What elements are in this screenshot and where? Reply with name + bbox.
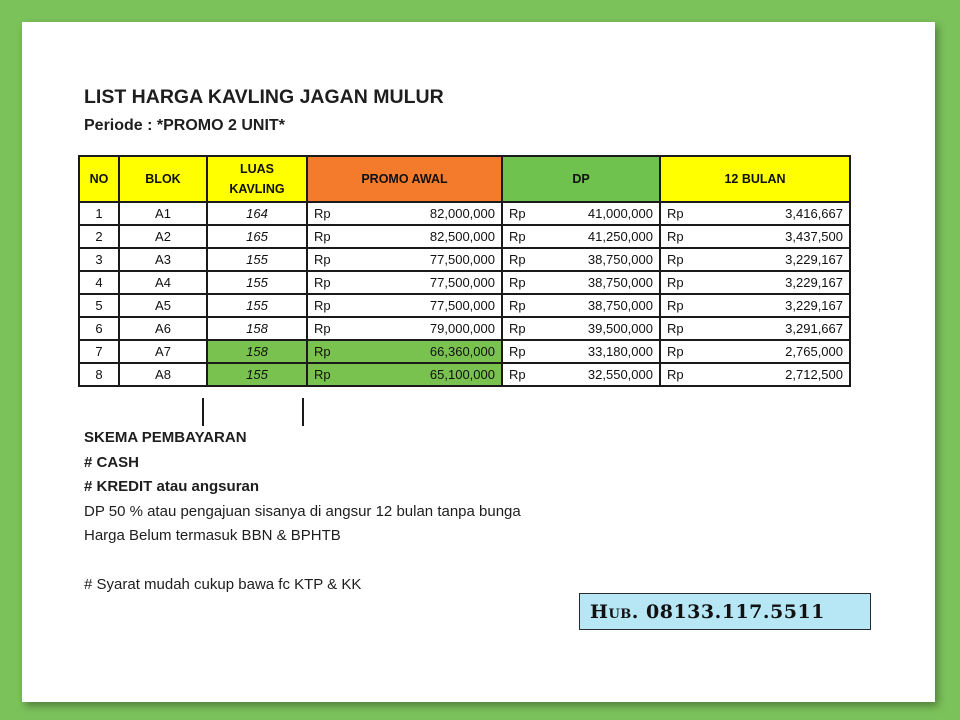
cell-blok: A8 <box>119 363 207 386</box>
header-dp: DP <box>502 156 660 202</box>
currency-label: Rp <box>667 344 684 359</box>
cell-luas: 165 <box>207 225 307 248</box>
currency-label: Rp <box>667 367 684 382</box>
currency-label: Rp <box>509 344 526 359</box>
cell-no: 7 <box>79 340 119 363</box>
cell-12-bulan <box>660 317 850 340</box>
cash-option: # CASH <box>84 453 140 471</box>
header-luas-line2: KAVLING <box>229 182 285 196</box>
installment-value: 3,437,500 <box>785 229 843 244</box>
header-no: NO <box>79 156 119 202</box>
currency-label: Rp <box>314 275 331 290</box>
cell-dp <box>502 294 660 317</box>
currency-label: Rp <box>314 367 331 382</box>
dp-value: 38,750,000 <box>587 252 653 267</box>
cell-blok: A2 <box>119 225 207 248</box>
price-exclusion-note: Harga Belum termasuk BBN & BPHTB <box>84 527 341 544</box>
cell-dp <box>502 340 660 363</box>
table-row <box>79 248 850 271</box>
period-label: Periode : *PROMO 2 UNIT* <box>84 117 285 134</box>
dp-value: 41,250,000 <box>587 229 653 244</box>
currency-label: Rp <box>667 206 684 221</box>
currency-label: Rp <box>667 252 684 267</box>
table-row <box>79 271 850 294</box>
cell-luas: 155 <box>207 363 307 386</box>
currency-label: Rp <box>314 321 331 336</box>
cell-promo-awal <box>307 248 502 271</box>
promo-value: 82,500,000 <box>429 229 495 244</box>
cell-blok: A4 <box>119 271 207 294</box>
table-line-extension <box>202 398 204 426</box>
cell-blok: A6 <box>119 317 207 340</box>
cell-12-bulan <box>660 271 850 294</box>
cell-12-bulan <box>660 225 850 248</box>
promo-value: 77,500,000 <box>429 252 495 267</box>
table-row <box>79 317 850 340</box>
header-luas-kavling <box>207 156 307 202</box>
cell-12-bulan <box>660 248 850 271</box>
cell-promo-awal <box>307 271 502 294</box>
installment-value: 3,291,667 <box>785 321 843 336</box>
currency-label: Rp <box>314 206 331 221</box>
payment-notes <box>84 426 521 597</box>
cell-dp <box>502 363 660 386</box>
dp-value: 39,500,000 <box>587 321 653 336</box>
installment-value: 3,229,167 <box>785 298 843 313</box>
cell-promo-awal <box>307 202 502 225</box>
dp-value: 41,000,000 <box>587 206 653 221</box>
currency-label: Rp <box>667 298 684 313</box>
table-row <box>79 363 850 386</box>
cell-promo-awal <box>307 294 502 317</box>
currency-label: Rp <box>667 275 684 290</box>
cell-luas: 155 <box>207 294 307 317</box>
contact-phone-box: Hub. 08133.117.5511 <box>579 593 871 630</box>
promo-value: 66,360,000 <box>429 344 495 359</box>
installment-value: 3,229,167 <box>785 275 843 290</box>
spacer <box>84 549 521 573</box>
dp-value: 38,750,000 <box>587 275 653 290</box>
currency-label: Rp <box>667 229 684 244</box>
currency-label: Rp <box>509 275 526 290</box>
installment-value: 2,765,000 <box>785 344 843 359</box>
price-table <box>78 155 851 387</box>
cell-dp <box>502 271 660 294</box>
cell-promo-awal <box>307 225 502 248</box>
cell-luas: 158 <box>207 317 307 340</box>
table-header-row <box>79 156 850 202</box>
currency-label: Rp <box>667 321 684 336</box>
cell-dp <box>502 248 660 271</box>
cell-12-bulan <box>660 363 850 386</box>
currency-label: Rp <box>509 298 526 313</box>
promo-value: 77,500,000 <box>429 298 495 313</box>
currency-label: Rp <box>509 367 526 382</box>
cell-no: 1 <box>79 202 119 225</box>
cell-blok: A1 <box>119 202 207 225</box>
installment-value: 3,229,167 <box>785 252 843 267</box>
promo-value: 82,000,000 <box>429 206 495 221</box>
cell-promo-awal <box>307 340 502 363</box>
cell-promo-awal <box>307 363 502 386</box>
cell-dp <box>502 225 660 248</box>
table-row <box>79 340 850 363</box>
dp-value: 33,180,000 <box>587 344 653 359</box>
cell-12-bulan <box>660 202 850 225</box>
dp-terms: DP 50 % atau pengajuan sisanya di angsur 12 bulan tanpa bunga <box>84 502 521 520</box>
cell-luas: 164 <box>207 202 307 225</box>
currency-label: Rp <box>509 321 526 336</box>
requirements-note: # Syarat mudah cukup bawa fc KTP & KK <box>84 575 362 593</box>
dp-value: 38,750,000 <box>587 298 653 313</box>
credit-option: # KREDIT atau angsuran <box>84 478 260 495</box>
page-title: LIST HARGA KAVLING JAGAN MULUR <box>84 86 444 108</box>
cell-luas: 155 <box>207 248 307 271</box>
table-row <box>79 202 850 225</box>
installment-value: 3,416,667 <box>785 206 843 221</box>
promo-value: 65,100,000 <box>429 367 495 382</box>
currency-label: Rp <box>314 344 331 359</box>
cell-promo-awal <box>307 317 502 340</box>
header-promo-awal: PROMO AWAL <box>307 156 502 202</box>
cell-no: 2 <box>79 225 119 248</box>
table-row <box>79 294 850 317</box>
cell-no: 8 <box>79 363 119 386</box>
dp-value: 32,550,000 <box>587 367 653 382</box>
currency-label: Rp <box>509 252 526 267</box>
cell-luas: 158 <box>207 340 307 363</box>
cell-no: 6 <box>79 317 119 340</box>
cell-no: 3 <box>79 248 119 271</box>
currency-label: Rp <box>509 206 526 221</box>
cell-blok: A7 <box>119 340 207 363</box>
header-blok: BLOK <box>119 156 207 202</box>
cell-12-bulan <box>660 340 850 363</box>
cell-no: 4 <box>79 271 119 294</box>
table-body <box>79 202 850 386</box>
cell-blok: A5 <box>119 294 207 317</box>
cell-dp <box>502 317 660 340</box>
promo-value: 77,500,000 <box>429 275 495 290</box>
header-12-bulan: 12 BULAN <box>660 156 850 202</box>
currency-label: Rp <box>314 298 331 313</box>
currency-label: Rp <box>509 229 526 244</box>
cell-12-bulan <box>660 294 850 317</box>
installment-value: 2,712,500 <box>785 367 843 382</box>
currency-label: Rp <box>314 252 331 267</box>
table-line-extension <box>302 398 304 426</box>
table-row <box>79 225 850 248</box>
header-luas-line1: LUAS <box>239 162 275 176</box>
cell-no: 5 <box>79 294 119 317</box>
promo-value: 79,000,000 <box>429 321 495 336</box>
cell-luas: 155 <box>207 271 307 294</box>
cell-blok: A3 <box>119 248 207 271</box>
payment-scheme-heading: SKEMA PEMBAYARAN <box>84 429 247 446</box>
currency-label: Rp <box>314 229 331 244</box>
cell-dp <box>502 202 660 225</box>
